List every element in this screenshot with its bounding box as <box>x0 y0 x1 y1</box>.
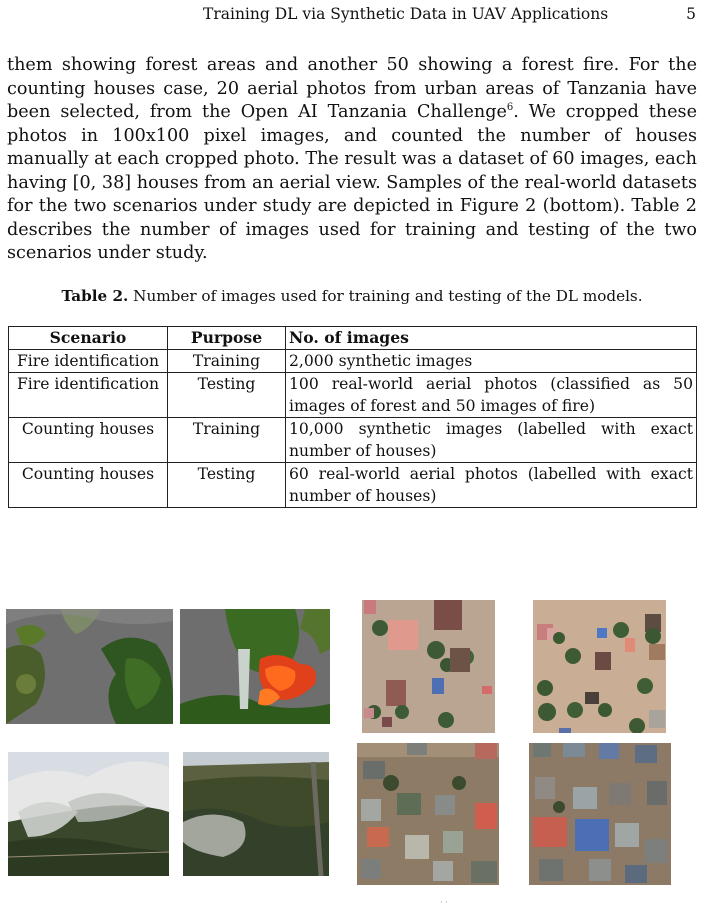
cell-scenario: Fire identification <box>9 373 168 418</box>
real-forest-smoke-photo-1 <box>8 752 169 876</box>
table-row <box>9 463 697 508</box>
running-title: Training DL via Synthetic Data in UAV Applications <box>203 5 609 23</box>
table-caption <box>0 286 704 306</box>
cell-purpose: Training <box>168 418 286 463</box>
column-header-no-images: No. of images <box>286 327 697 350</box>
cell-purpose: Training <box>168 350 286 373</box>
footer-mark: · · <box>440 898 448 907</box>
table-row <box>9 418 697 463</box>
cell-purpose: Testing <box>168 463 286 508</box>
footnote-marker[interactable]: 6 <box>506 102 514 114</box>
images-table <box>8 326 697 508</box>
column-header-purpose: Purpose <box>168 327 286 350</box>
cell-scenario: Counting houses <box>9 463 168 508</box>
cell-images: 10,000 synthetic images (labelled with exact number of houses) <box>286 418 697 463</box>
table-caption-label: Table 2. <box>61 287 129 305</box>
table-caption-text: Number of images used for training and testing of the DL models. <box>133 287 643 305</box>
body-paragraph <box>7 54 697 266</box>
synthetic-houses-image-1 <box>362 600 495 733</box>
cell-scenario: Counting houses <box>9 418 168 463</box>
table-header-row <box>9 327 697 350</box>
cell-images: 60 real-world aerial photos (labelled with exact number of houses) <box>286 463 697 508</box>
synthetic-houses-image-2 <box>533 600 666 733</box>
paragraph-text-2: . We cropped these photos in 100x100 pixel images, and counted the number of houses manually at each cropped photo. The result was a dataset of 60 images, each having [0, 38] houses from an aerial view. Samples of the real-world datasets for the two scenarios under study are depicted in Figure 2 (bottom). Table 2 describes the number of images used for training and testing of the two scenarios under study. <box>7 102 697 263</box>
synthetic-forest-fire-image <box>180 609 330 724</box>
cell-scenario: Fire identification <box>9 350 168 373</box>
real-forest-smoke-photo-2 <box>183 752 329 876</box>
running-header <box>0 4 704 26</box>
real-aerial-houses-photo-2 <box>529 743 671 885</box>
page-number: 5 <box>686 5 696 23</box>
synthetic-forest-image <box>6 609 173 724</box>
cell-images: 100 real-world aerial photos (classified as 50 images of forest and 50 images of fire) <box>286 373 697 418</box>
paragraph-text-1: them showing forest areas and another 50 showing a forest fire. For the counting houses case, 20 aerial photos from urban areas of Tanzania have been selected, from the Open AI Tanzania Challenge <box>7 55 697 122</box>
table-row <box>9 350 697 373</box>
cell-purpose: Testing <box>168 373 286 418</box>
table-row <box>9 373 697 418</box>
cell-images: 2,000 synthetic images <box>286 350 697 373</box>
column-header-scenario: Scenario <box>9 327 168 350</box>
real-aerial-houses-photo-1 <box>357 743 499 885</box>
